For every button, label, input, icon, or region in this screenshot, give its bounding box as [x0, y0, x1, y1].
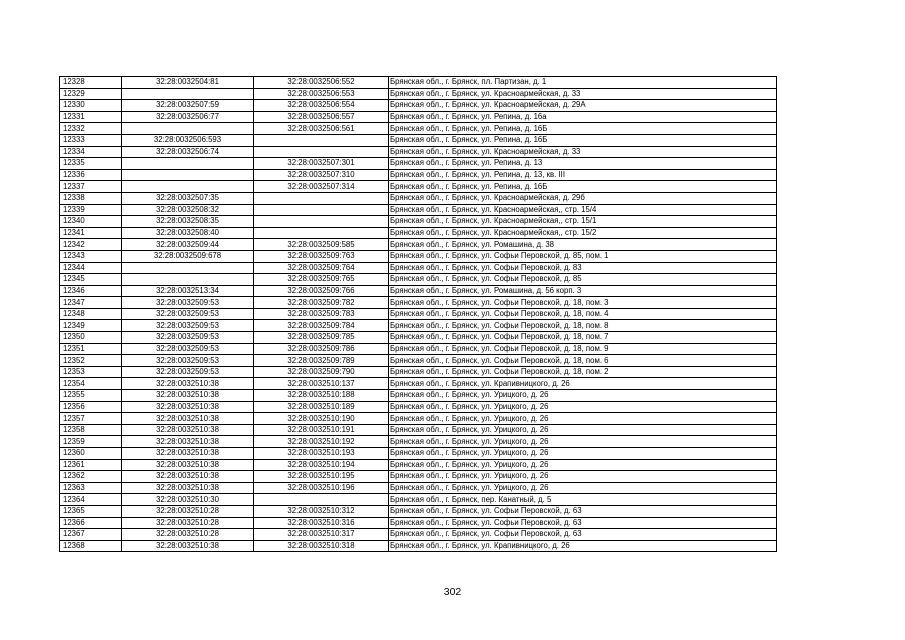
record-number-cell: 12367: [60, 529, 122, 541]
record-number-cell: 12348: [60, 308, 122, 320]
building-number-cell: [254, 134, 389, 146]
record-number-cell: 12333: [60, 134, 122, 146]
record-number-cell: 12345: [60, 274, 122, 286]
land-parcel-cell: 32:28:0032510:38: [122, 436, 254, 448]
land-parcel-cell: 32:28:0032509:53: [122, 332, 254, 344]
building-number-cell: 32:28:0032510:195: [254, 471, 389, 483]
building-number-cell: 32:28:0032507:314: [254, 181, 389, 193]
address-cell: Брянская обл., г. Брянск, ул. Крапивницкого, д. 26: [389, 540, 777, 552]
record-number-cell: 12341: [60, 227, 122, 239]
table-row: [60, 250, 777, 262]
building-number-cell: 32:28:0032507:301: [254, 158, 389, 170]
table-row: [60, 448, 777, 460]
building-number-cell: 32:28:0032506:552: [254, 77, 389, 89]
address-cell: Брянская обл., г. Брянск, ул. Репина, д. 13, кв. III: [389, 169, 777, 181]
table-row: [60, 285, 777, 297]
table-row: [60, 517, 777, 529]
address-cell: Брянская обл., г. Брянск, ул. Софьи Перовской, д. 18, пом. 6: [389, 355, 777, 367]
building-number-cell: 32:28:0032510:190: [254, 413, 389, 425]
building-number-cell: 32:28:0032510:196: [254, 482, 389, 494]
record-number-cell: 12357: [60, 413, 122, 425]
address-cell: Брянская обл., г. Брянск, пер. Канатный, д. 5: [389, 494, 777, 506]
address-cell: Брянская обл., г. Брянск, ул. Урицкого, д. 26: [389, 390, 777, 402]
table-row: [60, 111, 777, 123]
record-number-cell: 12349: [60, 320, 122, 332]
land-parcel-cell: [122, 169, 254, 181]
address-cell: Брянская обл., г. Брянск, ул. Красноармейская, д. 29А: [389, 100, 777, 112]
record-number-cell: 12346: [60, 285, 122, 297]
building-number-cell: [254, 216, 389, 228]
building-number-cell: [254, 227, 389, 239]
table-row: [60, 146, 777, 158]
land-parcel-cell: 32:28:0032510:38: [122, 413, 254, 425]
building-number-cell: 32:28:0032509:585: [254, 239, 389, 251]
cadastral-table: [59, 76, 777, 552]
table-row: [60, 471, 777, 483]
land-parcel-cell: 32:28:0032509:53: [122, 366, 254, 378]
table-row: [60, 239, 777, 251]
record-number-cell: 12334: [60, 146, 122, 158]
address-cell: Брянская обл., г. Брянск, ул. Софьи Перовской, д. 85, пом. 1: [389, 250, 777, 262]
land-parcel-cell: [122, 88, 254, 100]
record-number-cell: 12340: [60, 216, 122, 228]
record-number-cell: 12336: [60, 169, 122, 181]
record-number-cell: 12368: [60, 540, 122, 552]
record-number-cell: 12330: [60, 100, 122, 112]
address-cell: Брянская обл., г. Брянск, ул. Красноармейская,, стр. 15/2: [389, 227, 777, 239]
address-cell: Брянская обл., г. Брянск, ул. Софьи Перовской, д. 83: [389, 262, 777, 274]
address-cell: Брянская обл., г. Брянск, ул. Репина, д. 13: [389, 158, 777, 170]
land-parcel-cell: 32:28:0032510:38: [122, 540, 254, 552]
record-number-cell: 12331: [60, 111, 122, 123]
land-parcel-cell: 32:28:0032507:59: [122, 100, 254, 112]
record-number-cell: 12364: [60, 494, 122, 506]
land-parcel-cell: [122, 181, 254, 193]
address-cell: Брянская обл., г. Брянск, ул. Софьи Перовской, д. 18, пом. 8: [389, 320, 777, 332]
address-cell: Брянская обл., г. Брянск, ул. Ромашина, д. 38: [389, 239, 777, 251]
address-cell: Брянская обл., г. Брянск, ул. Урицкого, д. 26: [389, 436, 777, 448]
page-number: 302: [443, 586, 462, 598]
address-cell: Брянская обл., г. Брянск, ул. Софьи Перовской, д. 85: [389, 274, 777, 286]
record-number-cell: 12337: [60, 181, 122, 193]
record-number-cell: 12366: [60, 517, 122, 529]
building-number-cell: 32:28:0032509:766: [254, 285, 389, 297]
building-number-cell: 32:28:0032509:764: [254, 262, 389, 274]
table-row: [60, 262, 777, 274]
record-number-cell: 12356: [60, 401, 122, 413]
table-row: [60, 88, 777, 100]
address-cell: Брянская обл., г. Брянск, ул. Урицкого, д. 26: [389, 448, 777, 460]
land-parcel-cell: [122, 158, 254, 170]
table-row: [60, 181, 777, 193]
building-number-cell: 32:28:0032506:553: [254, 88, 389, 100]
land-parcel-cell: [122, 262, 254, 274]
building-number-cell: 32:28:0032509:789: [254, 355, 389, 367]
record-number-cell: 12365: [60, 505, 122, 517]
table-row: [60, 100, 777, 112]
land-parcel-cell: 32:28:0032509:53: [122, 343, 254, 355]
building-number-cell: 32:28:0032509:784: [254, 320, 389, 332]
table-row: [60, 494, 777, 506]
land-parcel-cell: 32:28:0032509:53: [122, 320, 254, 332]
address-cell: Брянская обл., г. Брянск, ул. Красноармейская,, стр. 15/4: [389, 204, 777, 216]
address-cell: Брянская обл., г. Брянск, ул. Репина, д. 16а: [389, 111, 777, 123]
land-parcel-cell: 32:28:0032510:38: [122, 482, 254, 494]
table-row: [60, 274, 777, 286]
address-cell: Брянская обл., г. Брянск, ул. Крапивницкого, д. 26: [389, 378, 777, 390]
address-cell: Брянская обл., г. Брянск, ул. Урицкого, д. 26: [389, 401, 777, 413]
building-number-cell: [254, 192, 389, 204]
land-parcel-cell: 32:28:0032510:38: [122, 448, 254, 460]
building-number-cell: 32:28:0032509:782: [254, 297, 389, 309]
table-row: [60, 390, 777, 402]
building-number-cell: 32:28:0032510:193: [254, 448, 389, 460]
record-number-cell: 12363: [60, 482, 122, 494]
building-number-cell: 32:28:0032509:790: [254, 366, 389, 378]
table-row: [60, 158, 777, 170]
land-parcel-cell: 32:28:0032510:38: [122, 471, 254, 483]
address-cell: Брянская обл., г. Брянск, ул. Софьи Перовской, д. 18, пом. 3: [389, 297, 777, 309]
building-number-cell: 32:28:0032509:763: [254, 250, 389, 262]
record-number-cell: 12352: [60, 355, 122, 367]
building-number-cell: 32:28:0032506:561: [254, 123, 389, 135]
land-parcel-cell: 32:28:0032509:53: [122, 297, 254, 309]
land-parcel-cell: 32:28:0032510:38: [122, 390, 254, 402]
building-number-cell: 32:28:0032510:188: [254, 390, 389, 402]
land-parcel-cell: 32:28:0032506:77: [122, 111, 254, 123]
land-parcel-cell: 32:28:0032508:40: [122, 227, 254, 239]
table-row: [60, 355, 777, 367]
building-number-cell: 32:28:0032510:192: [254, 436, 389, 448]
table-row: [60, 77, 777, 89]
address-cell: Брянская обл., г. Брянск, ул. Софьи Перовской, д. 63: [389, 529, 777, 541]
record-number-cell: 12361: [60, 459, 122, 471]
address-cell: Брянская обл., г. Брянск, ул. Красноармейская, д. 29б: [389, 192, 777, 204]
table-row: [60, 366, 777, 378]
record-number-cell: 12338: [60, 192, 122, 204]
building-number-cell: 32:28:0032510:317: [254, 529, 389, 541]
building-number-cell: 32:28:0032506:557: [254, 111, 389, 123]
table-row: [60, 216, 777, 228]
building-number-cell: 32:28:0032509:786: [254, 343, 389, 355]
record-number-cell: 12347: [60, 297, 122, 309]
table-row: [60, 332, 777, 344]
land-parcel-cell: 32:28:0032507:35: [122, 192, 254, 204]
table-row: [60, 123, 777, 135]
record-number-cell: 12344: [60, 262, 122, 274]
land-parcel-cell: [122, 274, 254, 286]
building-number-cell: 32:28:0032510:189: [254, 401, 389, 413]
table-row: [60, 482, 777, 494]
building-number-cell: [254, 494, 389, 506]
address-cell: Брянская обл., г. Брянск, ул. Красноармейская,, стр. 15/1: [389, 216, 777, 228]
land-parcel-cell: 32:28:0032510:28: [122, 517, 254, 529]
land-parcel-cell: 32:28:0032508:32: [122, 204, 254, 216]
table-row: [60, 401, 777, 413]
address-cell: Брянская обл., г. Брянск, ул. Софьи Перовской, д. 18, пом. 7: [389, 332, 777, 344]
record-number-cell: 12332: [60, 123, 122, 135]
address-cell: Брянская обл., г. Брянск, ул. Софьи Перовской, д. 18, пом. 4: [389, 308, 777, 320]
building-number-cell: 32:28:0032509:783: [254, 308, 389, 320]
building-number-cell: 32:28:0032506:554: [254, 100, 389, 112]
table-row: [60, 227, 777, 239]
table-row: [60, 297, 777, 309]
land-parcel-cell: 32:28:0032510:28: [122, 505, 254, 517]
land-parcel-cell: 32:28:0032510:30: [122, 494, 254, 506]
land-parcel-cell: 32:28:0032510:38: [122, 459, 254, 471]
address-cell: Брянская обл., г. Брянск, ул. Урицкого, д. 26: [389, 482, 777, 494]
address-cell: Брянская обл., г. Брянск, ул. Репина, д. 16Б: [389, 123, 777, 135]
table-row: [60, 308, 777, 320]
address-cell: Брянская обл., г. Брянск, ул. Софьи Перовской, д. 63: [389, 517, 777, 529]
building-number-cell: 32:28:0032510:318: [254, 540, 389, 552]
record-number-cell: 12343: [60, 250, 122, 262]
record-number-cell: 12362: [60, 471, 122, 483]
table-row: [60, 413, 777, 425]
building-number-cell: 32:28:0032509:765: [254, 274, 389, 286]
record-number-cell: 12359: [60, 436, 122, 448]
land-parcel-cell: 32:28:0032504:81: [122, 77, 254, 89]
land-parcel-cell: 32:28:0032509:53: [122, 355, 254, 367]
table-row: [60, 436, 777, 448]
land-parcel-cell: 32:28:0032513:34: [122, 285, 254, 297]
land-parcel-cell: [122, 123, 254, 135]
building-number-cell: [254, 204, 389, 216]
table-row: [60, 529, 777, 541]
table-body: [60, 77, 777, 552]
table-row: [60, 320, 777, 332]
address-cell: Брянская обл., г. Брянск, ул. Софьи Перовской, д. 63: [389, 505, 777, 517]
table-row: [60, 343, 777, 355]
address-cell: Брянская обл., г. Брянск, ул. Красноармейская, д. 33: [389, 146, 777, 158]
record-number-cell: 12339: [60, 204, 122, 216]
building-number-cell: 32:28:0032509:785: [254, 332, 389, 344]
table-row: [60, 459, 777, 471]
land-parcel-cell: 32:28:0032506:74: [122, 146, 254, 158]
land-parcel-cell: 32:28:0032509:44: [122, 239, 254, 251]
record-number-cell: 12351: [60, 343, 122, 355]
address-cell: Брянская обл., г. Брянск, ул. Урицкого, д. 26: [389, 413, 777, 425]
building-number-cell: 32:28:0032510:316: [254, 517, 389, 529]
building-number-cell: 32:28:0032510:312: [254, 505, 389, 517]
record-number-cell: 12353: [60, 366, 122, 378]
table-row: [60, 378, 777, 390]
building-number-cell: 32:28:0032510:194: [254, 459, 389, 471]
address-cell: Брянская обл., г. Брянск, ул. Урицкого, д. 26: [389, 471, 777, 483]
address-cell: Брянская обл., г. Брянск, ул. Ромашина, д. 56 корп. 3: [389, 285, 777, 297]
record-number-cell: 12355: [60, 390, 122, 402]
table-row: [60, 192, 777, 204]
address-cell: Брянская обл., г. Брянск, ул. Урицкого, д. 26: [389, 424, 777, 436]
table-row: [60, 540, 777, 552]
record-number-cell: 12354: [60, 378, 122, 390]
table-row: [60, 134, 777, 146]
record-number-cell: 12329: [60, 88, 122, 100]
land-parcel-cell: 32:28:0032510:38: [122, 424, 254, 436]
address-cell: Брянская обл., г. Брянск, ул. Репина, д. 16Б: [389, 181, 777, 193]
land-parcel-cell: 32:28:0032510:28: [122, 529, 254, 541]
address-cell: Брянская обл., г. Брянск, ул. Софьи Перовской, д. 18, пом. 9: [389, 343, 777, 355]
address-cell: Брянская обл., г. Брянск, пл. Партизан, д. 1: [389, 77, 777, 89]
record-number-cell: 12335: [60, 158, 122, 170]
land-parcel-cell: 32:28:0032510:38: [122, 401, 254, 413]
address-cell: Брянская обл., г. Брянск, ул. Репина, д. 16Б: [389, 134, 777, 146]
record-number-cell: 12328: [60, 77, 122, 89]
building-number-cell: [254, 146, 389, 158]
record-number-cell: 12342: [60, 239, 122, 251]
table-row: [60, 204, 777, 216]
record-number-cell: 12358: [60, 424, 122, 436]
address-cell: Брянская обл., г. Брянск, ул. Софьи Перовской, д. 18, пом. 2: [389, 366, 777, 378]
land-parcel-cell: 32:28:0032506:593: [122, 134, 254, 146]
building-number-cell: 32:28:0032510:191: [254, 424, 389, 436]
land-parcel-cell: 32:28:0032508:35: [122, 216, 254, 228]
address-cell: Брянская обл., г. Брянск, ул. Красноармейская, д. 33: [389, 88, 777, 100]
address-cell: Брянская обл., г. Брянск, ул. Урицкого, д. 26: [389, 459, 777, 471]
table-row: [60, 169, 777, 181]
record-number-cell: 12360: [60, 448, 122, 460]
land-parcel-cell: 32:28:0032510:38: [122, 378, 254, 390]
building-number-cell: 32:28:0032507:310: [254, 169, 389, 181]
land-parcel-cell: 32:28:0032509:53: [122, 308, 254, 320]
land-parcel-cell: 32:28:0032509:678: [122, 250, 254, 262]
table-row: [60, 505, 777, 517]
building-number-cell: 32:28:0032510:137: [254, 378, 389, 390]
table-row: [60, 424, 777, 436]
record-number-cell: 12350: [60, 332, 122, 344]
